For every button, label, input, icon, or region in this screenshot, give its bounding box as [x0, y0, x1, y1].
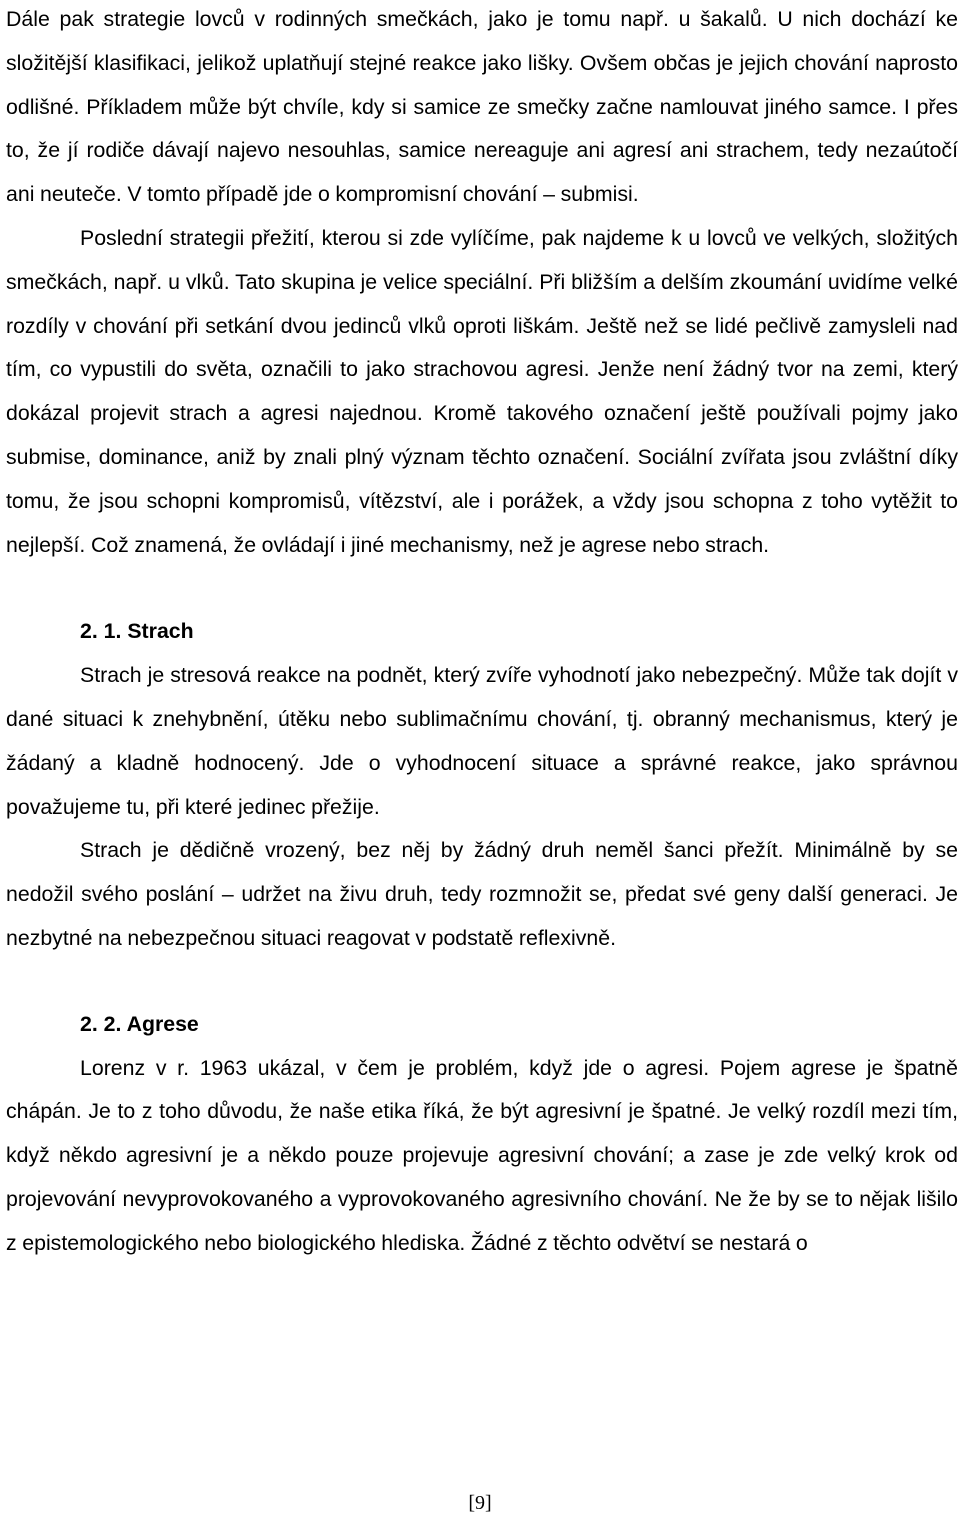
section-heading-agrese: 2. 2. Agrese [80, 1011, 199, 1036]
paragraph-aggression: Lorenz v r. 1963 ukázal, v čem je problém, když jde o agresi. Pojem agrese je špatně chápán. Je to z toho důvodu, že naše etika říká, že být agresivní je špatné. Je velký rozdíl mezi tím, když někdo agresivní je a někdo pouze projevuje agresivní chování; a zase je zde velký krok od projevování nevyprovokovaného a vyprovokovaného agresivního chování. Ne že by se to nějak lišilo z epistemologického nebo biologického hlediska. Žádné z těchto odvětví se nestará o [6, 1055, 958, 1255]
paragraph-wolf-packs: Poslední strategii přežití, kterou si zde vylíčíme, pak najdeme k u lovců ve velkých, složitých smečkách, např. u vlků. Tato skupina je velice speciální. Při bližším a delším zkoumání uvidíme velké rozdíly v chování při setkání dvou jedinců vlků oproti liškám. Ještě než se lidé pečlivě zamysleli nad tím, co vypustili do světa, označili to jako strachovou agresi. Jenže není žádný tvor na zemi, který dokázal projevit strach a agresi najednou. Kromě takového označení ještě používali pojmy jako submise, dominance, aniž by znali plný význam těchto označení. Sociální zvířata jsou zvláštní díky tomu, že jsou schopni kompromisů, vítězství, ale i porážek, a vždy jsou schopna z toho vytěžit to nejlepší. Což znamená, že ovládají i jiné mechanismy, než je agrese nebo strach. [6, 225, 958, 557]
paragraph-fear-innate: Strach je dědičně vrozený, bez něj by žádný druh neměl šanci přežít. Minimálně by se nedožil svého poslání – udržet na živu druh, tedy rozmnožit se, předat své geny další generaci. Je nezbytné na nebezpečnou situaci reagovat v podstatě reflexivně. [6, 838, 958, 950]
paragraph-fear-definition: Strach je stresová reakce na podnět, který zvíře vyhodnotí jako nebezpečný. Může tak dojít v dané situaci k znehybnění, útěku nebo sublimačnímu chování, tj. obranný mechanismus, který je žádaný a kladně hodnocený. Jde o vyhodnocení situace a správné reakce, jako správnou považujeme tu, při které jedinec přežije. [6, 663, 958, 819]
document-page [6, 0, 958, 1266]
paragraph-family-packs: Dále pak strategie lovců v rodinných smečkách, jako je tomu např. u šakalů. U nich dochází ke složitější klasifikaci, jelikož uplatňují stejné reakce jako lišky. Ovšem občas je jejich chování naprosto odlišné. Příkladem může být chvíle, kdy si samice ze smečky začne namlouvat jiného samce. I přes to, že jí rodiče dávají najevo nesouhlas, samice nereaguje ani agresí ani strachem, tedy nezaútočí ani neuteče. V tomto případě jde o kompromisní chování – submisi. [6, 7, 958, 207]
section-heading-strach: 2. 1. Strach [80, 619, 194, 644]
page-number: [9] [468, 1492, 492, 1514]
